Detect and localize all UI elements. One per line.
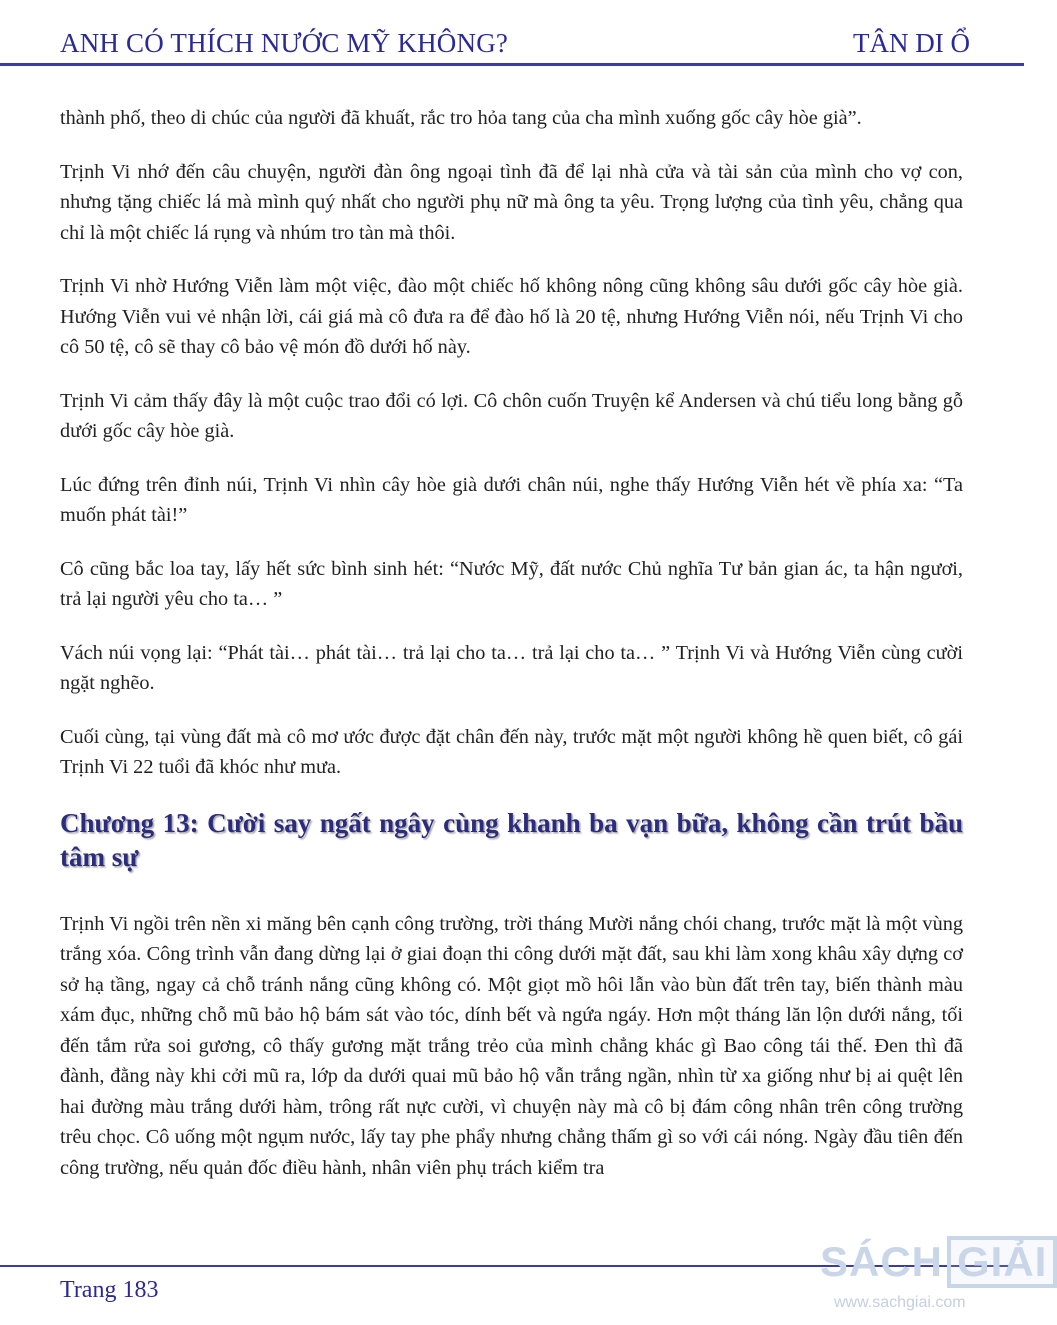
page-header <box>0 0 1024 68</box>
paragraph: Vách núi vọng lại: “Phát tài… phát tài… trả lại cho ta… trả lại cho ta… ” Trịnh Vi và Hướng Viễn cùng cười ngặt nghẽo. <box>60 641 963 694</box>
watermark-logo <box>820 1236 1057 1288</box>
paragraph: Trịnh Vi cảm thấy đây là một cuộc trao đổi có lợi. Cô chôn cuốn Truyện kể Andersen và chú tiểu long bằng gỗ dưới gốc cây hòe già. <box>60 389 963 442</box>
paragraph: Cô cũng bắc loa tay, lấy hết sức bình sinh hét: “Nước Mỹ, đất nước Chủ nghĩa Tư bản gian ác, ta hận ngươi, trả lại người yêu cho ta… ” <box>60 557 963 610</box>
paragraph: Cuối cùng, tại vùng đất mà cô mơ ước được đặt chân đến này, trước mặt một người không hề quen biết, cô gái Trịnh Vi 22 tuổi đã khóc như mưa. <box>60 725 963 778</box>
watermark-logo-text-b: GIẢI <box>947 1236 1057 1288</box>
paragraph: Trịnh Vi ngồi trên nền xi măng bên cạnh công trường, trời tháng Mười nắng chói chang, trước mặt là một vùng trắng xóa. Công trình vẫn đang dừng lại ở giai đoạn thi công dưới mặt đất, sau khi làm xong khâu xây dựng cơ sở hạ tầng, ngay cả chỗ tránh nắng cũng không có. Một giọt mồ hôi lẫn vào bùn đất trên tay, biến thành màu xám đục, những chỗ mũ bảo hộ bám sát vào tóc, dính bết và ngứa ngáy. Hơn một tháng lăn lộn dưới nắng, tối đến tắm rửa soi gương, cô thấy gương mặt trắng trẻo của mình chẳng khác gì Bao công tái thế. Đen thì đã đành, đằng này khi cởi mũ ra, lớp da dưới quai mũ bảo hộ vẫn trắng ngần, nhìn từ xa giống như bị ai quệt lên hai đường màu trắng dưới hàm, trông rất nực cười, vì chuyện này mà cô bị đám công nhân trên công trường trêu chọc. Cô uống một ngụm nước, lấy tay phe phẩy nhưng chẳng thấm gì so với cái nóng. Ngày đầu tiên đến công trường, nếu quản đốc điều hành, nhân viên phụ trách kiểm tra <box>60 912 963 1179</box>
chapter-heading: Chương 13: Cười say ngất ngây cùng khanh ba vạn bữa, không cần trút bầu tâm sự <box>60 807 963 872</box>
paragraph: thành phố, theo di chúc của người đã khuất, rắc tro hỏa tang của cha mình xuống gốc cây hòe già”. <box>60 107 862 129</box>
watermark-logo-text-a: SÁCH <box>820 1238 944 1285</box>
book-title: ANH CÓ THÍCH NƯỚC MỸ KHÔNG? <box>60 28 509 58</box>
page-body <box>60 103 963 1206</box>
paragraph: Trịnh Vi nhờ Hướng Viễn làm một việc, đào một chiếc hố không nông cũng không sâu dưới gốc cây hòe già. Hướng Viễn vui vẻ nhận lời, cái giá mà cô đưa ra để đào hố là 20 tệ, nhưng Hướng Viễn nói, nếu Trịnh Vi cho cô 50 tệ, cô sẽ thay cô bảo vệ món đồ dưới hố này. <box>60 275 963 358</box>
watermark-url: www.sachgiai.com <box>834 1294 966 1311</box>
header-divider <box>0 63 1024 66</box>
watermark <box>820 1228 1048 1325</box>
paragraph: Trịnh Vi nhớ đến câu chuyện, người đàn ông ngoại tình đã để lại nhà cửa và tài sản của mình cho vợ con, nhưng tặng chiếc lá mà mình quý nhất cho người phụ nữ mà ông ta yêu. Trọng lượng của tình yêu, chẳng qua chỉ là một chiếc lá rụng và nhúm tro tàn mà thôi. <box>60 160 963 244</box>
page-number: Trang 183 <box>60 1277 159 1303</box>
book-author: TÂN DI Ổ <box>853 28 970 58</box>
paragraph: Lúc đứng trên đỉnh núi, Trịnh Vi nhìn cây hòe già dưới chân núi, nghe thấy Hướng Viễn hét về phía xa: “Ta muốn phát tài!” <box>60 473 963 526</box>
